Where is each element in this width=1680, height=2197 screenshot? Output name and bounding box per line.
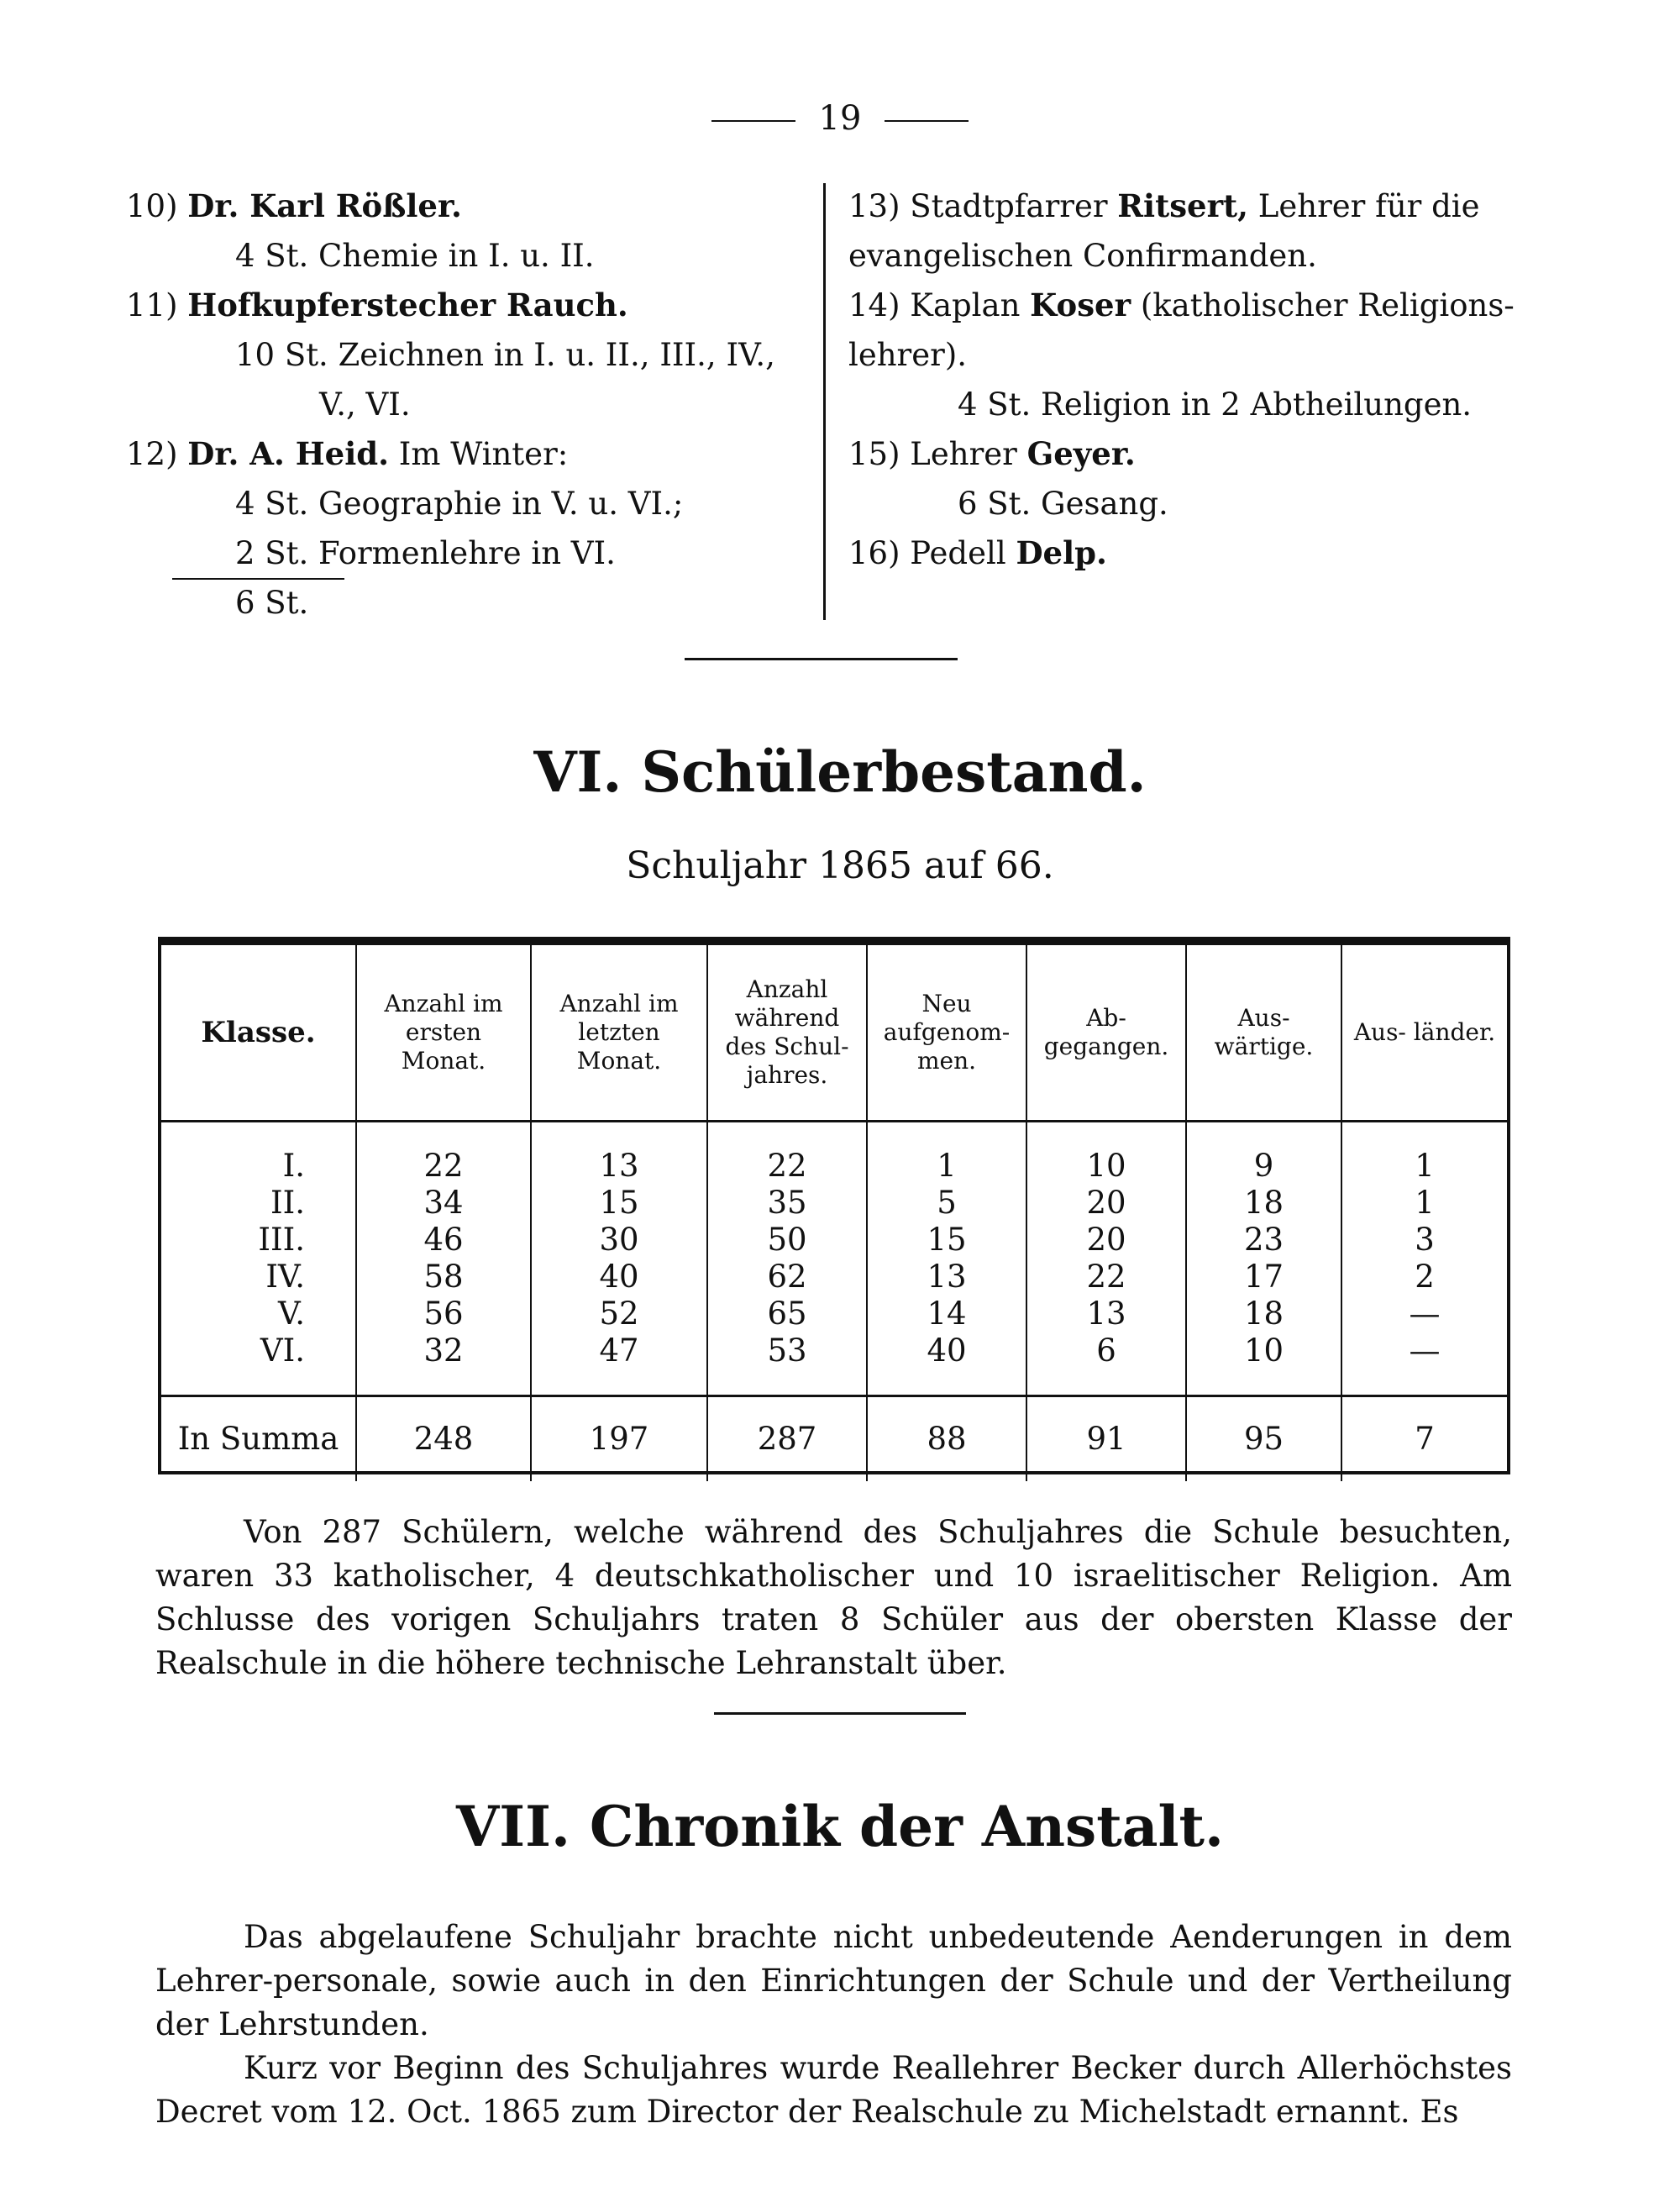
cell-total-letzter: 197 [531,1396,707,1482]
cell-auslaender: 2 [1415,1259,1435,1295]
cell-auslaender: — [1409,1332,1441,1369]
staff-role-cont: lehrer). [848,337,968,373]
cell-total-ab: 91 [1026,1396,1186,1482]
cell-ab: 10 [1026,1122,1186,1185]
cell-erster: 46 [356,1222,531,1259]
staff-name: Hofkupferstecher Rauch. [187,286,628,323]
section-divider [714,1712,966,1715]
staff-subject: 4 St. Geographie in V. u. VI.; [235,486,684,522]
section-6-title: VI. Schülerbestand. [533,739,1147,805]
staff-name: Delp. [1016,534,1107,571]
cell-letzter: 13 [531,1122,707,1185]
staff-list-right [848,181,1520,578]
cell-neu: 13 [867,1259,1026,1296]
staff-subject: 2 St. Formenlehre in VI. [235,535,616,571]
paragraph-text: Kurz vor Beginn des Schuljahres wurde Reallehrer Becker durch Allerhöchstes Decret vom 12. Oct. 1865 zum Director der Realschule zu Michelstadt ernannt. Es [155,2050,1512,2130]
staff-number: 13) [848,188,900,224]
cell-total-auslaender: 7 [1341,1396,1507,1482]
cell-erster: 58 [356,1259,531,1296]
header-auslaender: Aus- länder. [1341,945,1507,1122]
staff-entry-10 [126,181,815,281]
header-schuljahr: Anzahl während des Schul- jahres. [707,945,867,1122]
staff-name: Dr. Karl Rößler. [187,187,462,224]
cell-klasse: I. [161,1122,356,1185]
cell-schuljahr: 35 [707,1185,867,1222]
cell-ab: 20 [1026,1222,1186,1259]
staff-title: Stadtpfarrer [910,188,1108,224]
cell-letzter: 15 [531,1185,707,1222]
staff-entry-13 [848,181,1520,281]
staff-number: 12) [126,436,178,472]
cell-auswaertige: 17 [1186,1259,1341,1296]
cell-klasse: II. [161,1185,356,1222]
cell-klasse: VI. [161,1332,356,1396]
section-divider [685,658,958,660]
cell-auslaender: 3 [1415,1222,1435,1258]
section-6-subtitle: Schuljahr 1865 auf 66. [626,844,1054,887]
staff-role-cont: evangelischen Confirmanden. [848,238,1317,274]
cell-letzter: 47 [531,1332,707,1396]
cell-letzter: 52 [531,1296,707,1332]
staff-entry-15 [848,429,1520,528]
staff-name: Koser [1030,286,1131,323]
cell-schuljahr: 22 [707,1122,867,1185]
cell-total-neu: 88 [867,1396,1026,1482]
staff-title: Pedell [910,535,1006,571]
table-total-row [161,1396,1507,1482]
header-letzter-monat: Anzahl im letzten Monat. [531,945,707,1122]
header-neu-aufgenommen: Neu aufgenom- men. [867,945,1026,1122]
cell-total-label: In Summa [161,1396,356,1482]
staff-title: Kaplan [910,287,1021,323]
staff-role: (katholischer Religions- [1140,287,1515,323]
section-7-title: VII. Chronik der Anstalt. [455,1794,1224,1859]
cell-ab: 20 [1026,1185,1186,1222]
cell-neu: 1 [867,1122,1026,1185]
cell-auswaertige: 9 [1186,1122,1341,1185]
section-6-paragraph [155,1511,1512,1685]
cell-schuljahr: 50 [707,1222,867,1259]
staff-entry-16 [848,528,1520,578]
cell-klasse: III. [161,1222,356,1259]
sum-rule [172,578,344,580]
cell-klasse: IV. [161,1259,356,1296]
cell-total-auswaertige: 95 [1186,1396,1341,1482]
staff-subject: 6 St. Gesang. [958,486,1168,522]
cell-erster: 34 [356,1185,531,1222]
table-row [161,1259,1507,1296]
cell-auswaertige: 23 [1186,1222,1341,1259]
table-row [161,1296,1507,1332]
cell-schuljahr: 65 [707,1296,867,1332]
staff-subject: 4 St. Religion in 2 Abtheilungen. [958,386,1473,423]
cell-auslaender: 1 [1415,1148,1435,1184]
cell-klasse: V. [161,1296,356,1332]
staff-name: Dr. A. Heid. [187,435,390,472]
cell-neu: 40 [867,1332,1026,1396]
staff-entry-14 [848,281,1520,429]
page-number-line [0,99,1680,138]
column-divider [823,183,826,620]
staff-name: Ritsert, [1117,187,1249,224]
cell-ab: 6 [1026,1332,1186,1396]
cell-neu: 14 [867,1296,1026,1332]
staff-entry-12 [126,429,815,628]
cell-neu: 5 [867,1185,1026,1222]
staff-subject: 10 St. Zeichnen in I. u. II., III., IV., [235,337,775,373]
page-number-dash-right [885,120,969,122]
cell-ab: 13 [1026,1296,1186,1332]
table-row [161,1185,1507,1222]
staff-number: 10) [126,188,178,224]
page-number-dash-left [711,120,795,122]
cell-auslaender: 1 [1415,1185,1435,1221]
staff-intro: Im Winter: [398,436,569,472]
staff-subject: 4 St. Chemie in I. u. II. [235,238,595,274]
cell-schuljahr: 53 [707,1332,867,1396]
staff-sum-line [126,578,815,628]
header-abgegangen: Ab- gegangen. [1026,945,1186,1122]
cell-auswaertige: 10 [1186,1332,1341,1396]
enrollment-table [158,937,1510,1474]
staff-title: Lehrer [910,436,1017,472]
section-7-body [155,1916,1512,2134]
page-number: 19 [818,99,862,138]
staff-number: 14) [848,287,900,323]
cell-total-erster: 248 [356,1396,531,1482]
staff-list-left [126,181,815,628]
cell-letzter: 40 [531,1259,707,1296]
cell-letzter: 30 [531,1222,707,1259]
header-auswaertige: Aus- wärtige. [1186,945,1341,1122]
staff-sum: 6 St. [235,585,309,621]
cell-erster: 32 [356,1332,531,1396]
cell-auslaender: — [1409,1296,1441,1332]
staff-number: 11) [126,287,178,323]
table-row [161,1122,1507,1185]
staff-number: 16) [848,535,900,571]
paragraph-text: Von 287 Schülern, welche während des Schuljahres die Schule besuchten, waren 33 katholischer, 4 deutschkatholischer und 10 israelitischer Religion. Am Schlusse des vorigen Schuljahrs traten 8 Schüler aus der obersten Klasse der Realschule in die höhere technische Lehranstalt über. [155,1514,1512,1681]
cell-schuljahr: 62 [707,1259,867,1296]
staff-entry-11 [126,281,815,429]
header-klasse: Klasse. [161,945,356,1122]
cell-neu: 15 [867,1222,1026,1259]
table-row [161,1332,1507,1396]
paragraph-text: Das abgelaufene Schuljahr brachte nicht unbedeutende Aenderungen in dem Lehrer-personale, sowie auch in den Einrichtungen der Schule und der Vertheilung der Lehrstunden. [155,1919,1512,2042]
cell-auswaertige: 18 [1186,1185,1341,1222]
table-header-row [161,945,1507,1122]
cell-erster: 22 [356,1122,531,1185]
cell-total-schuljahr: 287 [707,1396,867,1482]
cell-auswaertige: 18 [1186,1296,1341,1332]
table-row [161,1222,1507,1259]
header-erster-monat: Anzahl im ersten Monat. [356,945,531,1122]
cell-erster: 56 [356,1296,531,1332]
staff-number: 15) [848,436,900,472]
staff-role: Lehrer für die [1257,188,1480,224]
staff-name: Geyer. [1026,435,1136,472]
staff-subject: V., VI. [319,386,411,423]
cell-ab: 22 [1026,1259,1186,1296]
